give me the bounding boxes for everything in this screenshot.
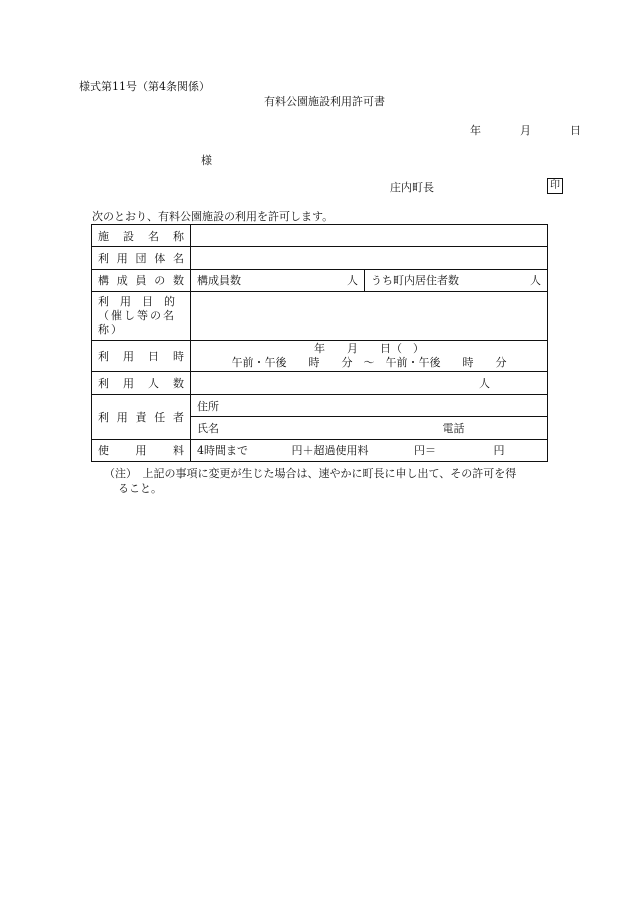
label-purpose-line2: （催し等の名称） xyxy=(98,309,176,337)
value-people[interactable] xyxy=(191,372,548,394)
issue-date xyxy=(470,124,581,138)
form-number: 様式第11号（第4条関係） xyxy=(79,80,210,93)
note xyxy=(104,466,554,496)
row-group-name xyxy=(92,247,548,269)
responsible-address-label: 住所 xyxy=(197,399,219,413)
fee-basic: 4時間まで xyxy=(197,444,248,458)
people-unit: 人 xyxy=(479,377,490,391)
label-group-name: 利用団体名 xyxy=(92,247,191,269)
intro-text: 次のとおり、有料公園施設の利用を許可します。 xyxy=(92,210,334,223)
fee-total-yen: 円 xyxy=(493,444,505,458)
value-fee[interactable] xyxy=(191,439,548,461)
addressee-suffix: 様 xyxy=(201,154,212,167)
label-members: 構成員の数 xyxy=(92,269,191,291)
label-purpose-line1: 利 用 目 的 xyxy=(98,295,175,309)
value-facility-name[interactable] xyxy=(191,225,548,247)
date-day: 日 xyxy=(570,124,581,137)
members-count-label: 構成員数 xyxy=(197,274,241,288)
value-group-name[interactable] xyxy=(191,247,548,269)
responsible-name-label: 氏名 xyxy=(197,421,219,435)
label-fee: 使用料 xyxy=(92,439,191,461)
issuer-name: 庄内町長 xyxy=(390,181,434,194)
row-members xyxy=(92,269,548,291)
document-title: 有料公園施設利用許可書 xyxy=(264,95,385,108)
row-fee xyxy=(92,439,548,461)
row-responsible-address xyxy=(92,394,548,416)
value-datetime[interactable] xyxy=(191,340,548,372)
label-purpose xyxy=(92,292,191,341)
date-year: 年 xyxy=(470,124,481,137)
label-people: 利用人数 xyxy=(92,372,191,394)
residents-count-label: うち町内居住者数 xyxy=(371,274,459,288)
members-count-unit: 人 xyxy=(347,274,358,288)
label-responsible: 利用責任者 xyxy=(92,394,191,439)
value-residents-count[interactable] xyxy=(365,269,548,291)
row-datetime xyxy=(92,340,548,372)
row-purpose xyxy=(92,292,548,341)
value-purpose[interactable] xyxy=(191,292,548,341)
datetime-time-line: 午前・午後 時 分 ～ 午前・午後 時 分 xyxy=(231,356,507,370)
fee-equals: 円＝ xyxy=(414,444,436,458)
value-members-count[interactable] xyxy=(191,269,365,291)
seal-mark: 印 xyxy=(547,178,563,194)
row-people xyxy=(92,372,548,394)
datetime-date-line: 年 月 日（ ） xyxy=(314,342,424,356)
note-line1: （注） 上記の事項に変更が生じた場合は、速やかに町長に申し出て、その許可を得 xyxy=(104,467,517,480)
label-facility-name: 施設名称 xyxy=(92,225,191,247)
value-responsible-name[interactable] xyxy=(191,417,548,439)
residents-count-unit: 人 xyxy=(530,274,541,288)
responsible-phone-label: 電話 xyxy=(442,421,465,435)
value-responsible-address[interactable] xyxy=(191,394,548,416)
date-month: 月 xyxy=(520,124,531,137)
label-datetime: 利用日時 xyxy=(92,340,191,372)
permit-table xyxy=(91,224,548,462)
row-facility-name xyxy=(92,225,548,247)
note-line2: ること。 xyxy=(118,482,162,495)
fee-plus-overtime: 円＋超過使用料 xyxy=(291,444,369,458)
